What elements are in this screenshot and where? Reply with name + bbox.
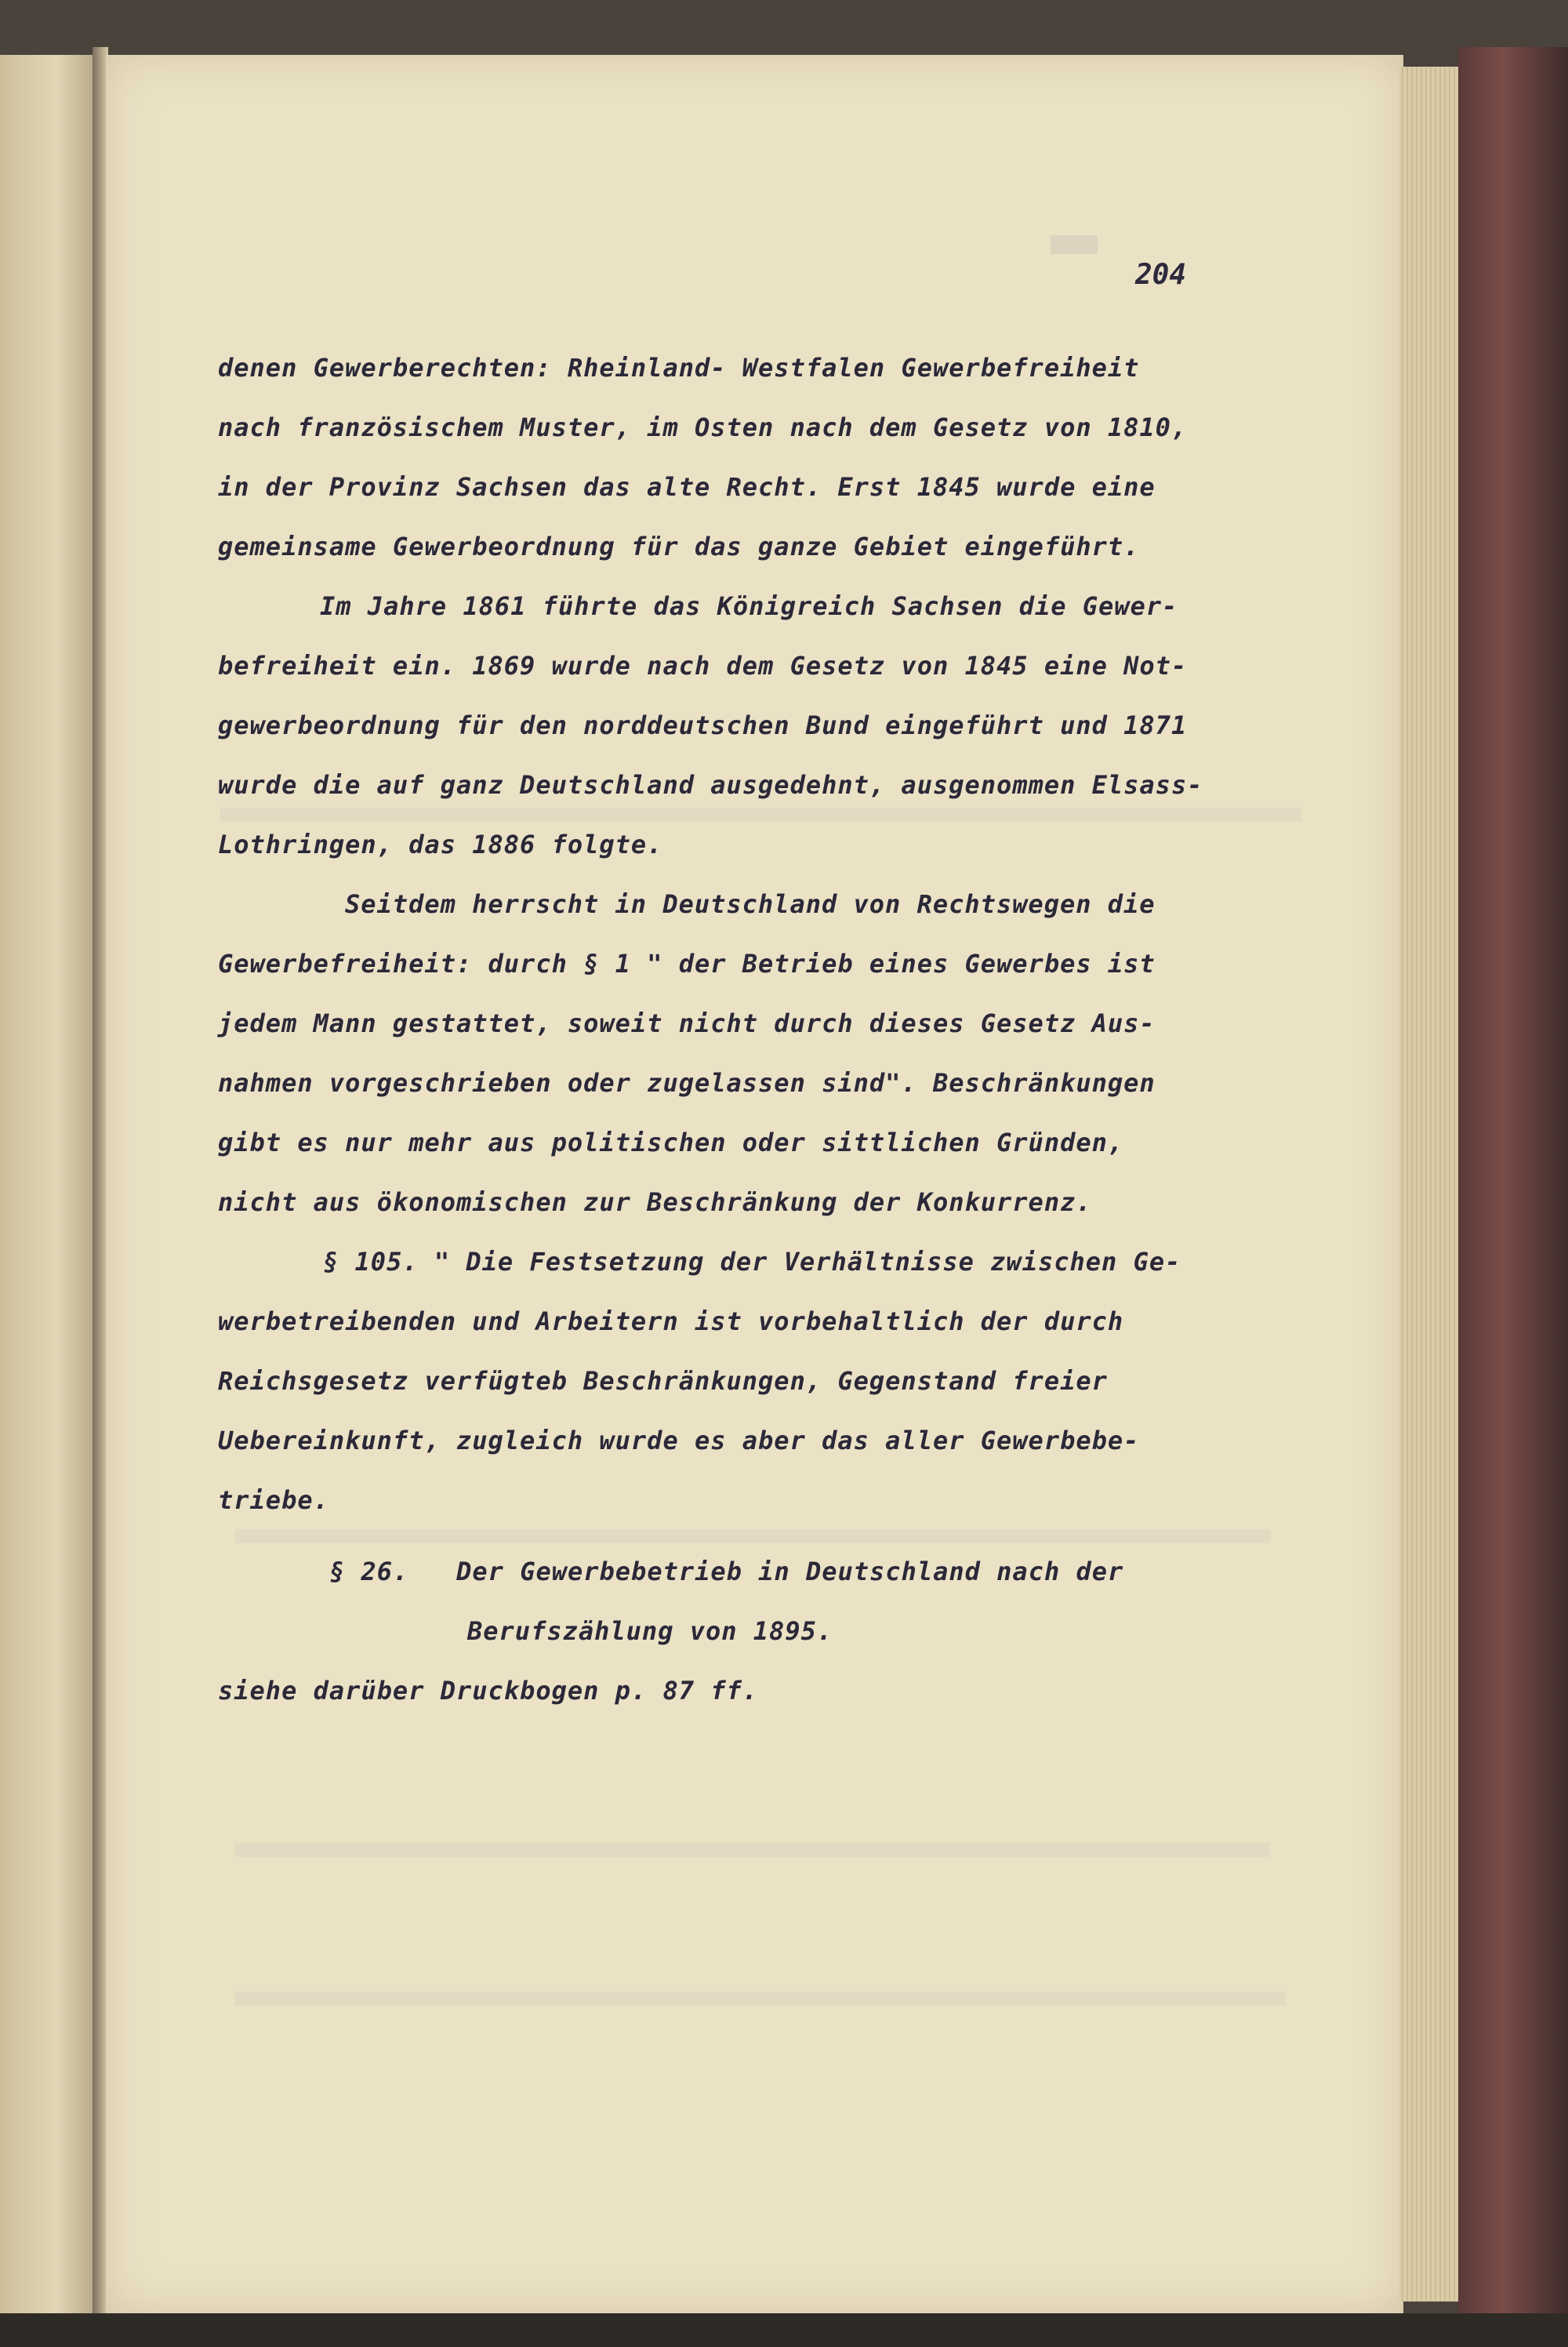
text-line: nicht aus ökonomischen zur Beschränkung der Konkurrenz. <box>218 1187 1092 1217</box>
text-line: nahmen vorgeschrieben oder zugelassen sind". Beschränkungen <box>218 1068 1156 1098</box>
show-through-mark <box>235 1529 1270 1543</box>
text-line: Lothringen, das 1886 folgte. <box>218 830 663 859</box>
page-number: 204 <box>1135 259 1187 291</box>
show-through-mark <box>1051 235 1098 254</box>
scan-bottom-border <box>0 2313 1568 2347</box>
section-heading-continuation: Berufszählung von 1895. <box>467 1616 833 1646</box>
text-line: Uebereinkunft, zugleich wurde es aber das aller Gewerbebe- <box>218 1426 1140 1455</box>
text-line: § 105. " Die Festsetzung der Verhältnisse zwischen Ge- <box>323 1247 1181 1277</box>
text-line: werbetreibenden und Arbeitern ist vorbehaltlich der durch <box>218 1306 1124 1336</box>
show-through-mark <box>235 1992 1286 2006</box>
text-line: nach französischem Muster, im Osten nach dem Gesetz von 1810, <box>218 412 1188 442</box>
text-line: Im Jahre 1861 führte das Königreich Sachsen die Gewer- <box>320 591 1178 621</box>
text-line: wurde die auf ganz Deutschland ausgedehnt, ausgenommen Elsass- <box>218 770 1203 800</box>
book-cover-edge <box>1458 47 1568 2347</box>
show-through-mark <box>220 808 1301 822</box>
show-through-mark <box>235 1843 1270 1857</box>
text-line: gibt es nur mehr aus politischen oder sittlichen Gründen, <box>218 1128 1124 1157</box>
text-line: jedem Mann gestattet, soweit nicht durch dieses Gesetz Aus- <box>218 1008 1156 1038</box>
page-stack-edge <box>1399 67 1462 2302</box>
facing-page-edge <box>0 55 94 2329</box>
text-line: befreiheit ein. 1869 wurde nach dem Gesetz von 1845 eine Not- <box>218 651 1188 681</box>
text-line: in der Provinz Sachsen das alte Recht. Erst 1845 wurde eine <box>218 472 1156 502</box>
text-line: triebe. <box>218 1485 329 1515</box>
text-line: Seitdem herrscht in Deutschland von Rechtswegen die <box>345 889 1156 919</box>
text-line: Gewerbefreiheit: durch § 1 " der Betrieb eines Gewerbes ist <box>218 949 1156 979</box>
document-page <box>106 55 1403 2313</box>
text-line: gewerbeordnung für den norddeutschen Bund eingeführt und 1871 <box>218 710 1188 740</box>
text-line: denen Gewerberechten: Rheinland- Westfalen Gewerbefreiheit <box>218 353 1140 383</box>
text-line: siehe darüber Druckbogen p. 87 ff. <box>218 1676 759 1706</box>
text-line: gemeinsame Gewerbeordnung für das ganze Gebiet eingeführt. <box>218 532 1140 561</box>
text-line: Reichsgesetz verfügteb Beschränkungen, Gegenstand freier <box>218 1366 1108 1396</box>
section-heading: § 26. Der Gewerbebetrieb in Deutschland nach der <box>329 1557 1124 1586</box>
